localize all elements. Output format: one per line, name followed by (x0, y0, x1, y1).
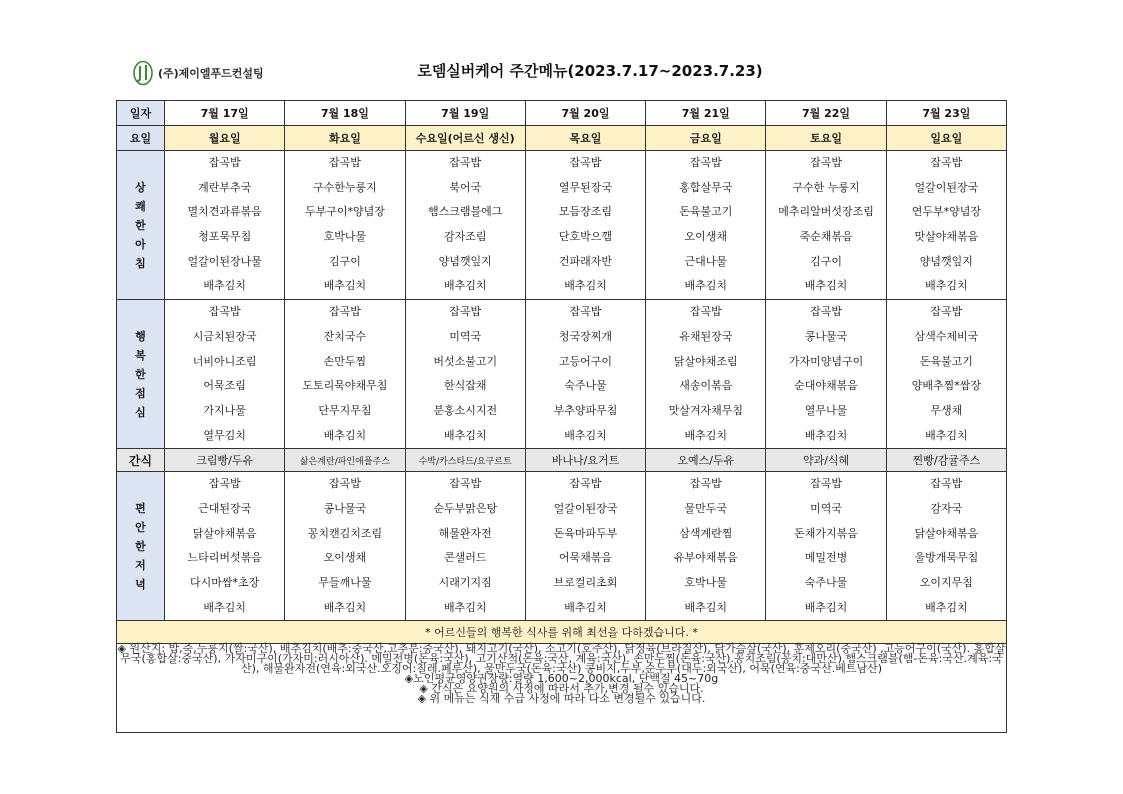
menu-item: 죽순채볶음 (799, 230, 853, 244)
snack-cell: 삶은계란/파인애플주스 (285, 449, 405, 472)
menu-change-note: ◈ 위 메뉴는 식재 수급 사정에 따라 다소 변경될수 있습니다. (417, 692, 706, 706)
lunch-cell (165, 300, 285, 449)
menu-item: 구수한 누룽지 (792, 180, 860, 194)
breakfast-items (526, 151, 645, 299)
notice-text: * 어르신들의 행복한 식사를 위해 최선을 다하겠습니다. * (117, 621, 1007, 644)
menu-item: 배추김치 (925, 279, 968, 293)
menu-item: 너비아니조림 (192, 354, 257, 368)
menu-item: 잡곡밥 (449, 305, 482, 319)
breakfast-cell (646, 151, 766, 300)
breakfast-cell (165, 151, 285, 300)
menu-item: 배추김치 (443, 600, 487, 614)
menu-item: 잡곡밥 (689, 156, 722, 169)
menu-item: 오이생채 (684, 230, 728, 244)
breakfast-items (165, 151, 284, 299)
menu-item: 잡곡밥 (689, 477, 722, 491)
menu-item: 얼갈이된장국 (553, 501, 618, 515)
menu-item: 잡곡밥 (569, 477, 602, 491)
menu-item: 가지나물 (203, 403, 246, 417)
breakfast-row (117, 151, 1007, 300)
snack-cell: 바나나/요거트 (525, 449, 645, 472)
menu-item: 오이지무침 (919, 576, 973, 589)
menu-item: 콩나물국 (804, 329, 848, 343)
menu-item: 꽁치캔김치조림 (307, 526, 383, 540)
leaf-logo-icon (132, 60, 154, 86)
menu-item: 배추김치 (203, 279, 246, 293)
lunch-cell (525, 300, 645, 449)
menu-item: 단호박으깸 (558, 230, 613, 244)
snack-cell: 크림빵/두유 (165, 449, 285, 472)
menu-item: 연두부*양념장 (911, 205, 981, 219)
company-logo (132, 60, 264, 86)
breakfast-items (766, 151, 885, 299)
menu-item: 계란부추국 (198, 180, 252, 194)
menu-item: 잡곡밥 (810, 156, 842, 169)
menu-item: 고등어구이 (558, 354, 613, 368)
lunch-cell (285, 300, 405, 449)
menu-item: 배추김치 (203, 600, 246, 614)
menu-item: 배추김치 (804, 279, 848, 293)
breakfast-items (887, 151, 1006, 299)
snack-cell: 수박/카스타드/요구르트 (405, 449, 525, 472)
menu-item: 양배추찜*쌈장 (911, 379, 981, 393)
dinner-items (406, 472, 525, 620)
lunch-items (887, 300, 1006, 448)
menu-item: 도토리묵야채무침 (302, 379, 388, 393)
menu-item: 닭살야채조림 (673, 354, 738, 368)
menu-item: 배추김치 (323, 600, 367, 614)
menu-item: 배추김치 (564, 600, 607, 614)
menu-item: 잡곡밥 (449, 477, 482, 491)
dinner-items (646, 472, 765, 620)
menu-item: 맛살겨자채무침 (668, 403, 743, 417)
dinner-items (526, 472, 645, 620)
weekday-cell: 화요일 (285, 126, 405, 151)
menu-item: 배추김치 (443, 428, 487, 442)
lunch-row (117, 300, 1007, 449)
menu-item: 단무지무침 (318, 403, 372, 417)
menu-item: 배추김치 (443, 279, 487, 293)
dinner-cell (525, 472, 645, 621)
dinner-cell (766, 472, 886, 621)
menu-item: 미역국 (810, 501, 842, 515)
menu-item: 배추김치 (684, 428, 728, 442)
menu-item: 잡곡밥 (930, 305, 963, 319)
menu-item: 근대된장국 (198, 501, 252, 515)
lunch-cell (886, 300, 1006, 449)
menu-item: 청포묵무침 (198, 230, 252, 244)
menu-item: 배추김치 (804, 600, 848, 614)
menu-item: 배추김치 (804, 428, 848, 442)
date-cell: 7월 22일 (766, 101, 886, 126)
menu-item: 가자미양념구이 (788, 354, 864, 368)
menu-item: 삼색계란찜 (679, 526, 733, 540)
menu-item: 미역국 (449, 329, 482, 343)
menu-item: 잡곡밥 (689, 305, 722, 319)
lunch-cell (405, 300, 525, 449)
date-row (117, 101, 1007, 126)
breakfast-items (646, 151, 765, 299)
menu-item: 배추김치 (323, 428, 367, 442)
origin-note: ◈ 원산지: 밥,죽,누룽지(쌀:국산), 배추김치(배추:중국산,고추분:중국산), 돼지고기(국산), 소고기(호주산), 닭정육(브라질산), 닭가슴살(국산), 훈제오리(중국산) ,고등어구이(국산). 홍합살무국(홍합살:중국산), 가자미구이(가자미:러시아산). 메밀전병(돈육:국산), 고기산적(돈육:국산, 계육:국산). 손만두찜(돈육:국산).꽁치조림(꽁치:대만산).햄스크램블(햄-돈육:국산.계육:국산), 해물완자전(연육:외국산.오징어:칠레.페루산), 물만두국(돈육:국산) 콩비지,두부,순두부(대두:외국산), 어묵(연육:중국산.베트남산) (117, 642, 1006, 676)
menu-item: 햄스크램블에그 (428, 205, 503, 219)
lunch-items (766, 300, 885, 448)
breakfast-items (285, 151, 404, 299)
dinner-cell (886, 472, 1006, 621)
footnote-cell (117, 644, 1007, 733)
footnote-row (117, 644, 1007, 733)
menu-item: 다시마쌈*초장 (190, 576, 260, 589)
menu-item: 얼갈이된장국 (914, 180, 979, 194)
menu-item: 근대나물 (684, 254, 728, 268)
menu-item: 잡곡밥 (569, 305, 602, 319)
dinner-items (887, 472, 1006, 620)
menu-item: 잡곡밥 (208, 156, 241, 169)
date-cell: 7월 18일 (285, 101, 405, 126)
page-title: 로뎀실버케어 주간메뉴(2023.7.17~2023.7.23) (417, 62, 763, 80)
menu-item: 배추김치 (684, 600, 728, 614)
date-cell: 7월 19일 (405, 101, 525, 126)
menu-item: 잡곡밥 (328, 477, 361, 491)
menu-item: 감자조림 (443, 230, 487, 244)
lunch-cell (766, 300, 886, 449)
menu-item: 청국장찌개 (558, 329, 613, 343)
menu-item: 손만두찜 (323, 354, 367, 368)
menu-item: 잡곡밥 (810, 477, 842, 491)
menu-item: 물만두국 (684, 501, 728, 515)
menu-item: 배추김치 (564, 428, 607, 442)
menu-item: 잡곡밥 (328, 305, 361, 319)
snack-label: 간식 (117, 449, 165, 472)
snack-row (117, 449, 1007, 472)
menu-item: 양념깻잎지 (919, 254, 973, 268)
menu-item: 멸치견과류볶음 (187, 205, 262, 219)
lunch-cell (646, 300, 766, 449)
menu-item: 잡곡밥 (810, 305, 842, 319)
menu-item: 잡곡밥 (569, 156, 602, 169)
menu-item: 새송이볶음 (679, 379, 733, 393)
snack-cell: 찐빵/감귤주스 (886, 449, 1006, 472)
date-label: 일자 (117, 101, 165, 126)
menu-item: 어묵조림 (203, 379, 246, 393)
weekday-label: 요일 (117, 126, 165, 151)
menu-item: 김구이 (328, 254, 361, 268)
menu-item: 닭살야채볶음 (914, 526, 979, 540)
weekly-menu-table (116, 100, 1007, 733)
menu-item: 시금치된장국 (192, 329, 257, 343)
menu-item: 양념깻잎지 (438, 254, 492, 268)
dinner-items (766, 472, 885, 620)
dinner-row (117, 472, 1007, 621)
breakfast-cell (285, 151, 405, 300)
breakfast-label: 상 쾌 한 아 침 (117, 151, 165, 300)
menu-item: 무생채 (930, 403, 963, 417)
dinner-items (285, 472, 404, 620)
menu-item: 어묵채볶음 (558, 551, 613, 565)
menu-item: 메추리알버섯장조림 (778, 205, 874, 219)
breakfast-cell (525, 151, 645, 300)
menu-item: 호박나물 (684, 576, 728, 589)
menu-item: 순대야채볶음 (794, 379, 858, 393)
menu-item: 두부구이*양념장 (304, 205, 385, 219)
weekday-cell: 토요일 (766, 126, 886, 151)
menu-item: 잡곡밥 (208, 305, 241, 319)
breakfast-cell (405, 151, 525, 300)
weekday-row (117, 126, 1007, 151)
menu-item: 브로컬리초회 (553, 576, 618, 589)
menu-item: 느타리버섯볶음 (187, 551, 262, 565)
menu-item: 돈육불고기 (919, 354, 973, 368)
menu-item: 구수한누룽지 (313, 180, 377, 194)
menu-item: 돈육불고기 (679, 205, 733, 219)
weekday-cell: 금요일 (646, 126, 766, 151)
notice-row (117, 621, 1007, 644)
breakfast-items (406, 151, 525, 299)
breakfast-cell (886, 151, 1006, 300)
menu-item: 배추김치 (564, 279, 607, 293)
date-cell: 7월 20일 (525, 101, 645, 126)
dinner-cell (646, 472, 766, 621)
snack-cell: 오예스/두유 (646, 449, 766, 472)
menu-item: 부추양파무침 (553, 403, 618, 417)
snack-change-note: ◈ 간식은 요양원의 사정에 따라서 추가,변경 될수 있습니다. (419, 682, 704, 696)
breakfast-cell (766, 151, 886, 300)
menu-item: 순두부맑은탕 (433, 501, 498, 515)
menu-item: 콩나물국 (323, 501, 367, 515)
menu-item: 버섯소불고기 (433, 354, 498, 368)
menu-item: 잡곡밥 (328, 156, 361, 169)
menu-item: 열무김치 (203, 428, 246, 442)
weekday-cell: 목요일 (525, 126, 645, 151)
menu-item: 잡곡밥 (449, 156, 482, 169)
date-cell: 7월 17일 (165, 101, 285, 126)
weekday-cell: 수요일(어르신 생신) (405, 126, 525, 151)
menu-item: 닭살야채볶음 (192, 526, 257, 540)
menu-item: 배추김치 (925, 428, 968, 442)
menu-item: 삼색수제비국 (914, 329, 979, 343)
lunch-items (165, 300, 284, 448)
menu-item: 건파래자반 (558, 254, 613, 268)
menu-item: 콘샐러드 (443, 551, 487, 565)
menu-item: 호박나물 (323, 230, 367, 244)
lunch-items (646, 300, 765, 448)
lunch-label: 행 복 한 점 심 (117, 300, 165, 449)
dinner-label: 편 안 한 저 녁 (117, 472, 165, 621)
menu-item: 잡곡밥 (208, 477, 241, 491)
snack-cell: 약과/식혜 (766, 449, 886, 472)
menu-item: 해물완자전 (438, 526, 492, 540)
menu-item: 배추김치 (684, 279, 728, 293)
dinner-items (165, 472, 284, 620)
company-name: (주)제이엘푸드컨설팅 (158, 67, 264, 80)
menu-item: 숙주나물 (564, 379, 607, 393)
menu-item: 김구이 (810, 254, 842, 268)
menu-item: 잔치국수 (323, 329, 367, 343)
weekday-cell: 월요일 (165, 126, 285, 151)
nutrition-note: ◈노인평균영양권장량:열량 1,600~2,000kcal, 단백질 45~70g (404, 672, 719, 686)
menu-item: 잡곡밥 (930, 156, 963, 169)
menu-item: 감자국 (930, 501, 963, 515)
menu-item: 돈육마파두부 (553, 526, 618, 540)
lunch-items (406, 300, 525, 448)
menu-item: 유채된장국 (679, 329, 733, 343)
menu-item: 시래기지짐 (438, 576, 492, 589)
lunch-items (526, 300, 645, 448)
menu-item: 북어국 (449, 180, 482, 194)
menu-item: 돈채가지볶음 (794, 526, 858, 540)
menu-item: 오이생채 (323, 551, 367, 565)
menu-item: 얼갈이된장나물 (187, 254, 262, 268)
menu-item: 숙주나물 (804, 576, 848, 589)
menu-item: 울방개묵무침 (914, 551, 979, 565)
dinner-cell (285, 472, 405, 621)
menu-item: 분홍소시지전 (433, 403, 498, 417)
menu-item: 열무나물 (804, 403, 848, 417)
date-cell: 7월 21일 (646, 101, 766, 126)
menu-item: 배추김치 (925, 600, 968, 614)
weekday-cell: 일요일 (886, 126, 1006, 151)
menu-item: 메밀전병 (804, 551, 848, 565)
lunch-items (285, 300, 404, 448)
menu-item: 열무된장국 (558, 180, 613, 194)
dinner-cell (165, 472, 285, 621)
menu-item: 무들깨나물 (318, 576, 372, 589)
menu-item: 맛살야채볶음 (914, 230, 979, 244)
menu-item: 배추김치 (323, 279, 367, 293)
date-cell: 7월 23일 (886, 101, 1006, 126)
dinner-cell (405, 472, 525, 621)
menu-item: 잡곡밥 (930, 477, 963, 491)
menu-item: 유부야채볶음 (673, 551, 738, 565)
menu-item: 한식잡채 (443, 379, 487, 393)
menu-item: 홍합살무국 (679, 180, 733, 194)
menu-item: 모듬장조림 (558, 205, 613, 219)
